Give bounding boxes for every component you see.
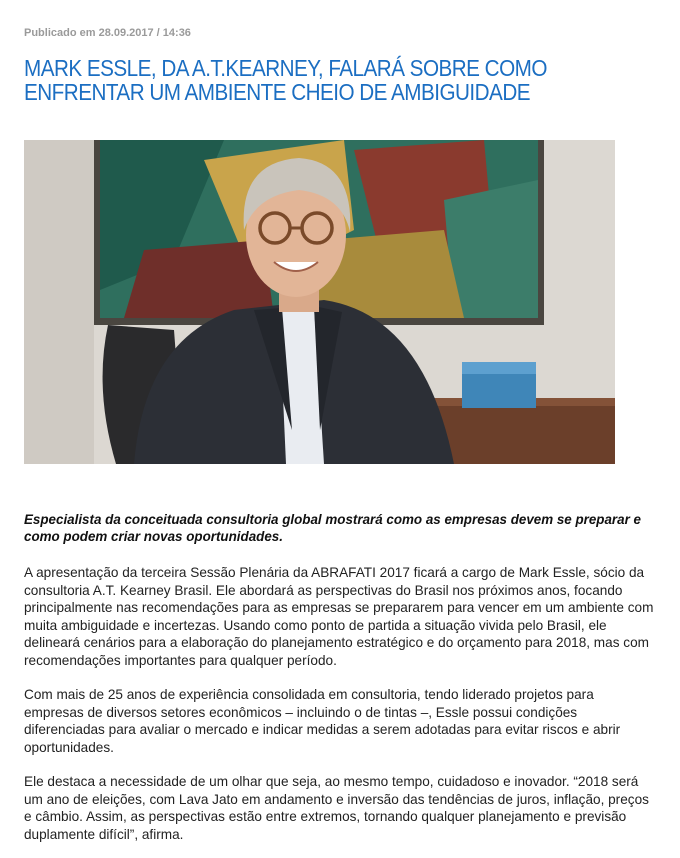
portrait-image — [24, 140, 615, 464]
article-paragraph: Ele destaca a necessidade de um olhar que seja, ao mesmo tempo, cuidadoso e inovador. “2018 será um ano de eleições, com Lava Jato em andamento e inversão das tendências de juros, inflação, preços e câmbio. Assim, as perspectivas estão entre extremos, tornando qualquer planejamento e previsão duplamente difícil”, afirma. — [24, 774, 649, 842]
article-lead: Especialista da conceituada consultoria global mostrará como as empresas devem se preparar e como podem criar novas oportunidades. — [24, 512, 641, 544]
article-photo — [24, 140, 615, 464]
article-title: MARK ESSLE, DA A.T.KEARNEY, FALARÁ SOBRE COMO ENFRENTAR UM AMBIENTE CHEIO DE AMBIGUIDADE — [24, 55, 547, 105]
article-paragraph: A apresentação da terceira Sessão Plenária da ABRAFATI 2017 ficará a cargo de Mark Essle, sócio da consultoria A.T. Kearney Brasil. Ele abordará as perspectivas do Brasil nos próximos anos, focando principalmente nas recomendações para as empresas se prepararem para vencer em um ambiente com muita ambiguidade e incertezas. Usando como ponto de partida a situação vivida pelo Brasil, ele delineará cenários para a elaboração do planejamento estratégico e do orçamento para 2018, mas com recomendações importantes para qualquer período. — [24, 565, 654, 668]
article-paragraph: Com mais de 25 anos de experiência consolidada em consultoria, tendo liderado projetos para empresas de diversos setores econômicos – incluindo o de tintas –, Essle possui condições diferenciadas para avaliar o mercado e indicar medidas a serem adotadas para evitar riscos e abrir oportunidades. — [24, 687, 621, 755]
publish-meta: Publicado em 28.09.2017 / 14:36 — [24, 27, 191, 39]
